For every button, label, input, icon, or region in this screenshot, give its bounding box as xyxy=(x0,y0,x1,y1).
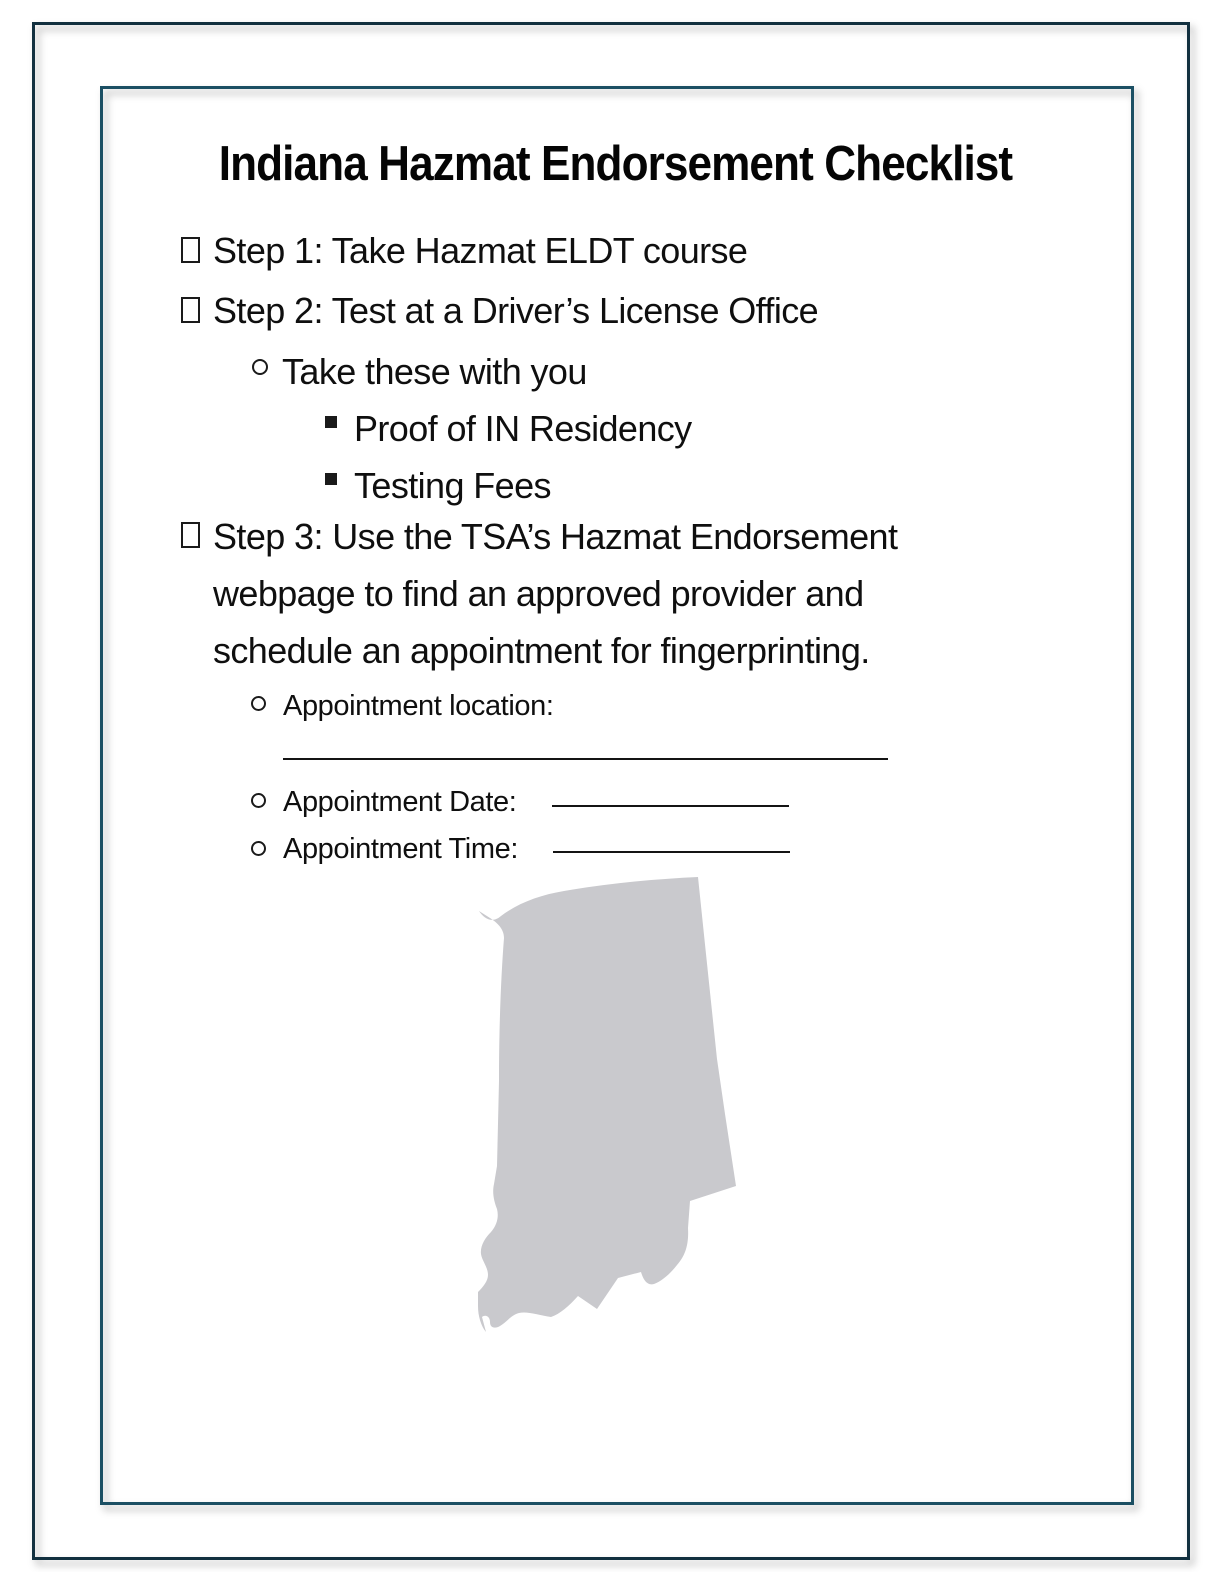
step-3-label-line3: schedule an appointment for fingerprinting. xyxy=(213,630,870,671)
square-bullet-icon xyxy=(325,416,337,428)
appointment-time-label: Appointment Time: xyxy=(283,833,518,865)
circle-bullet-icon xyxy=(252,359,268,375)
appointment-date-blank-line xyxy=(552,805,789,807)
indiana-state-silhouette xyxy=(478,876,738,1336)
step-3-label-line1: Step 3: Use the TSA’s Hazmat Endorsement xyxy=(213,516,898,557)
circle-bullet-icon xyxy=(251,793,266,808)
appointment-date-label: Appointment Date: xyxy=(283,786,517,818)
indiana-state-shape xyxy=(478,877,736,1332)
indiana-state-svg xyxy=(478,876,738,1336)
bring-item-residency: Proof of IN Residency xyxy=(354,408,692,449)
checkbox-icon xyxy=(181,522,200,548)
checkbox-icon xyxy=(181,297,200,323)
page-title: Indiana Hazmat Endorsement Checklist xyxy=(218,137,1013,191)
bring-item-fees: Testing Fees xyxy=(354,465,551,506)
step-1-label: Step 1: Take Hazmat ELDT course xyxy=(213,230,748,271)
checkbox-icon xyxy=(181,237,200,263)
circle-bullet-icon xyxy=(251,696,266,711)
appointment-location-label: Appointment location: xyxy=(283,690,554,722)
appointment-location-blank-line xyxy=(283,758,888,760)
appointment-time-blank-line xyxy=(553,851,790,853)
circle-bullet-icon xyxy=(251,841,266,856)
square-bullet-icon xyxy=(325,473,337,485)
take-these-label: Take these with you xyxy=(282,351,587,392)
step-3-label-line2: webpage to find an approved provider and xyxy=(213,573,864,614)
step-2-label: Step 2: Test at a Driver’s License Office xyxy=(213,290,819,331)
